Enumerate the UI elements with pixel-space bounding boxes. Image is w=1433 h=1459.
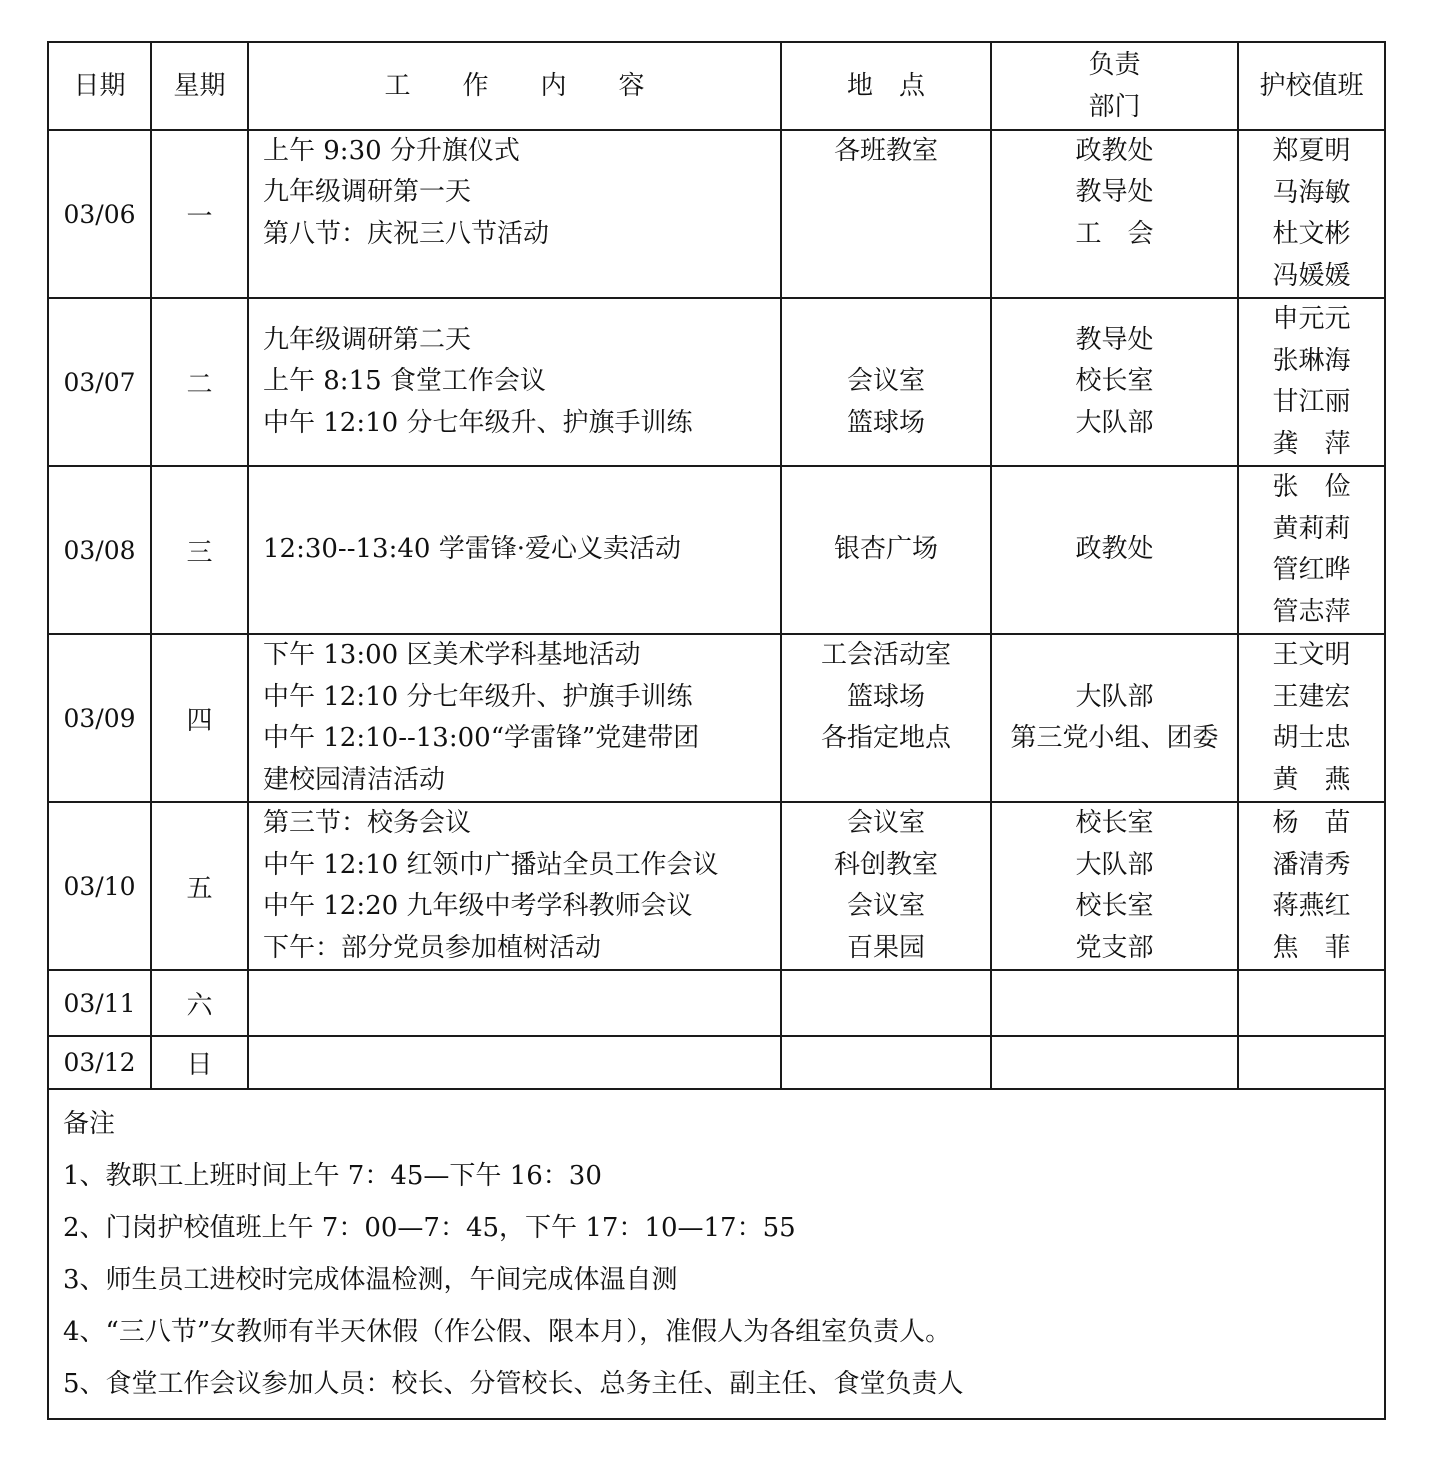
department-line (992, 635, 1237, 677)
location-line: 银杏广场 (833, 534, 938, 565)
content-line: 建校园清洁活动 (263, 764, 446, 795)
notes-row (48, 1089, 1385, 1419)
department-cell (991, 802, 1238, 970)
note-item: 1、教职工上班时间上午 7：45—下午 16：30 (63, 1161, 602, 1191)
weekday-cell: 四 (151, 634, 248, 802)
duty-name: 焦 菲 (1272, 932, 1351, 963)
location-cell (781, 1036, 991, 1089)
header-date: 日期 (48, 42, 151, 130)
department-cell (991, 1036, 1238, 1089)
header-location: 地 点 (781, 42, 991, 130)
content-line: 中午 12:20 九年级中考学科教师会议 (263, 891, 693, 921)
content-line: 九年级调研第一天 (263, 177, 472, 208)
duty-cell (1238, 802, 1385, 970)
weekly-schedule-table (47, 41, 1386, 1420)
location-line (782, 760, 990, 802)
date-cell: 03/11 (48, 970, 151, 1036)
date-cell: 03/07 (48, 298, 151, 466)
department-line: 教导处 (1075, 177, 1154, 208)
weekday-cell: 日 (151, 1036, 248, 1089)
location-cell (781, 466, 991, 634)
content-line: 下午：部分党员参加植树活动 (263, 932, 602, 963)
table-row (48, 466, 1385, 634)
location-line (782, 172, 990, 214)
location-cell (781, 802, 991, 970)
content-line: 中午 12:10 红领巾广播站全员工作会议 (263, 849, 719, 880)
content-cell (248, 634, 781, 802)
department-line: 党支部 (1075, 932, 1154, 963)
duty-cell (1238, 634, 1385, 802)
duty-name: 胡士忠 (1272, 723, 1351, 753)
content-line: 第三节：校务会议 (263, 808, 472, 838)
header-department-line1: 负责 (1088, 50, 1141, 80)
content-cell (248, 970, 781, 1036)
duty-name: 管志萍 (1272, 596, 1351, 627)
department-line: 校长室 (1075, 891, 1154, 921)
content-line: 中午 12:10 分七年级升、护旗手训练 (263, 681, 693, 712)
department-line: 大队部 (1075, 849, 1154, 880)
content-line: 上午 9:30 分升旗仪式 (263, 135, 520, 166)
department-cell (991, 130, 1238, 298)
location-line: 工会活动室 (820, 640, 951, 670)
table-row (48, 634, 1385, 802)
weekday-cell: 一 (151, 130, 248, 298)
location-cell (781, 298, 991, 466)
location-line: 会议室 (846, 808, 925, 838)
department-line (992, 760, 1237, 802)
duty-name: 龚 萍 (1272, 428, 1351, 459)
table-row (48, 970, 1385, 1036)
date-cell: 03/12 (48, 1036, 151, 1089)
weekday-cell: 二 (151, 298, 248, 466)
department-cell (991, 970, 1238, 1036)
header-department (991, 42, 1238, 130)
table-row (48, 1036, 1385, 1089)
department-cell (991, 298, 1238, 466)
content-line: 第八节：庆祝三八节活动 (263, 218, 550, 249)
date-cell: 03/10 (48, 802, 151, 970)
department-line: 校长室 (1075, 808, 1154, 838)
note-item: 4、“三八节”女教师有半天休假（作公假、限本月），准假人为各组室负责人。 (63, 1317, 952, 1347)
department-line: 大队部 (1075, 407, 1154, 438)
content-line: 中午 12:10--13:00“学雷锋”党建带团 (263, 723, 700, 753)
header-content: 工 作 内 容 (248, 42, 781, 130)
content-line: 下午 13:00 区美术学科基地活动 (263, 640, 641, 670)
duty-cell (1238, 1036, 1385, 1089)
header-department-line2: 部门 (1088, 92, 1141, 122)
content-cell (248, 802, 781, 970)
duty-name: 王文明 (1272, 640, 1351, 670)
location-line: 会议室 (846, 366, 925, 397)
duty-cell (1238, 466, 1385, 634)
department-line: 政教处 (1075, 534, 1154, 565)
notes-title: 备注 (63, 1109, 116, 1139)
location-line: 各班教室 (833, 135, 938, 166)
weekday-cell: 六 (151, 970, 248, 1036)
department-cell (991, 634, 1238, 802)
content-cell (248, 1036, 781, 1089)
duty-name: 杨 苗 (1272, 808, 1351, 838)
location-line: 各指定地点 (820, 723, 951, 753)
duty-name: 甘江丽 (1272, 387, 1351, 417)
department-line: 工 会 (1075, 218, 1154, 249)
duty-name: 杜文彬 (1272, 219, 1351, 249)
location-line: 会议室 (846, 891, 925, 921)
duty-name: 张琳海 (1272, 345, 1351, 376)
table-row (48, 802, 1385, 970)
duty-name: 冯媛媛 (1272, 260, 1351, 291)
date-cell: 03/06 (48, 130, 151, 298)
department-line: 教导处 (1075, 324, 1154, 355)
table-row (48, 298, 1385, 466)
content-cell (248, 298, 781, 466)
date-cell: 03/09 (48, 634, 151, 802)
duty-name: 蒋燕红 (1272, 891, 1351, 921)
duty-name: 黄莉莉 (1272, 513, 1351, 544)
department-line: 政教处 (1075, 135, 1154, 166)
department-line: 第三党小组、团委 (1010, 723, 1219, 753)
header-duty: 护校值班 (1238, 42, 1385, 130)
header-row (48, 42, 1385, 130)
department-cell (991, 466, 1238, 634)
content-line: 上午 8:15 食堂工作会议 (263, 366, 546, 397)
note-item: 5、食堂工作会议参加人员：校长、分管校长、总务主任、副主任、食堂负责人 (63, 1369, 964, 1399)
location-cell (781, 130, 991, 298)
date-cell: 03/08 (48, 466, 151, 634)
duty-name: 王建宏 (1272, 681, 1351, 712)
department-line: 校长室 (1075, 366, 1154, 397)
location-cell (781, 634, 991, 802)
content-cell (248, 466, 781, 634)
location-line: 百果园 (846, 932, 925, 963)
location-line (782, 214, 990, 256)
duty-name: 管红晔 (1272, 555, 1351, 585)
location-line: 篮球场 (846, 681, 925, 712)
header-weekday: 星期 (151, 42, 248, 130)
content-line: 九年级调研第二天 (263, 324, 472, 355)
duty-name: 郑夏明 (1272, 136, 1351, 166)
weekday-cell: 三 (151, 466, 248, 634)
notes-cell (48, 1089, 1385, 1419)
duty-cell (1238, 298, 1385, 466)
location-line: 科创教室 (833, 849, 938, 880)
location-line (782, 320, 990, 362)
duty-name: 申元元 (1272, 304, 1351, 334)
duty-name: 潘清秀 (1272, 849, 1351, 880)
table-row (48, 130, 1385, 298)
location-cell (781, 970, 991, 1036)
note-item: 2、门岗护校值班上午 7：00—7：45，下午 17：10—17：55 (63, 1213, 796, 1243)
duty-cell (1238, 970, 1385, 1036)
content-line: 12:30--13:40 学雷锋·爱心义卖活动 (263, 534, 681, 565)
department-line: 大队部 (1075, 681, 1154, 712)
content-line: 中午 12:10 分七年级升、护旗手训练 (263, 407, 693, 438)
content-cell (248, 130, 781, 298)
duty-cell (1238, 130, 1385, 298)
duty-name: 张 俭 (1272, 472, 1351, 502)
duty-name: 黄 燕 (1272, 764, 1351, 795)
location-line: 篮球场 (846, 407, 925, 438)
weekday-cell: 五 (151, 802, 248, 970)
duty-name: 马海敏 (1272, 177, 1351, 208)
note-item: 3、师生员工进校时完成体温检测，午间完成体温自测 (63, 1265, 678, 1295)
